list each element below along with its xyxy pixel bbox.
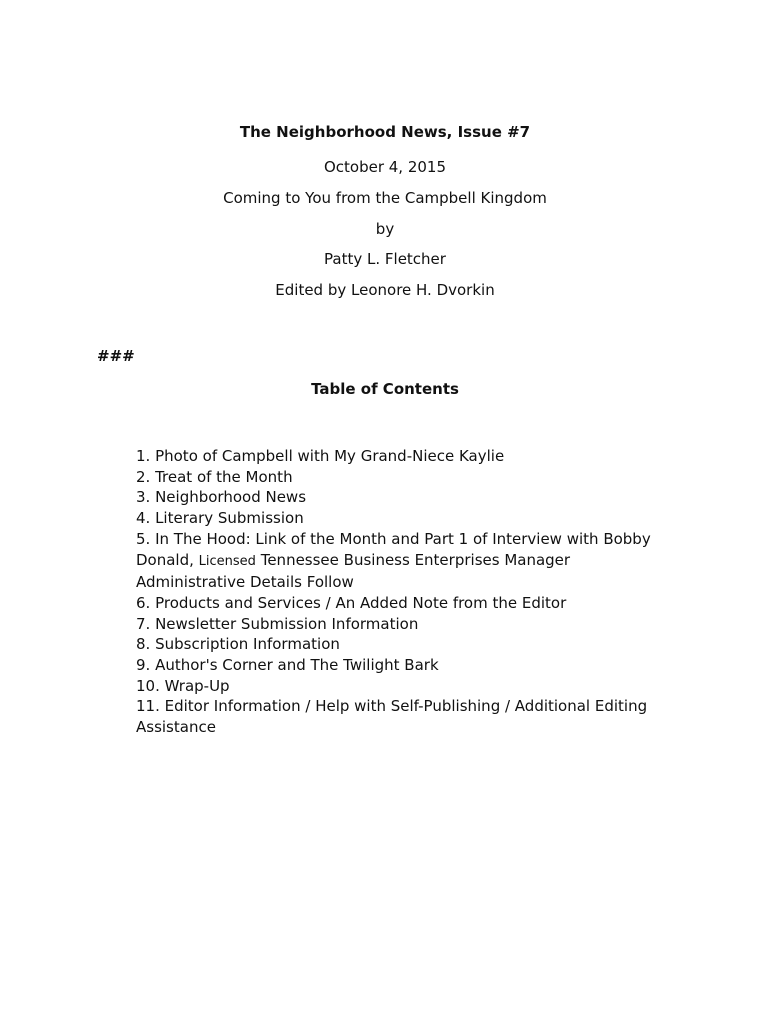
toc-item-part: 5. In The Hood: Link of the Month and Part 1 of Interview with Bobby Donald,: [136, 529, 651, 569]
toc-item-part: Licensed: [198, 553, 256, 569]
author-name: Patty L. Fletcher: [324, 250, 446, 268]
newsletter-subtitle: Coming to You from the Campbell Kingdom: [223, 189, 547, 207]
toc-item: 8. Subscription Information: [136, 635, 340, 654]
toc-item: 9. Author's Corner and The Twilight Bark: [136, 656, 439, 675]
toc-list: [136, 446, 676, 738]
toc-item: [136, 529, 676, 593]
section-separator: ###: [97, 347, 135, 365]
toc-item: 4. Literary Submission: [136, 509, 304, 528]
toc-item: 1. Photo of Campbell with My Grand-Niece Kaylie: [136, 447, 505, 465]
toc-item: 2. Treat of the Month: [136, 467, 293, 486]
issue-date: October 4, 2015: [323, 158, 447, 176]
byline-by: by: [375, 220, 395, 238]
newsletter-title: The Neighborhood News, Issue #7: [239, 123, 531, 141]
toc-item: 10. Wrap-Up: [136, 676, 230, 695]
toc-item: 7. Newsletter Submission Information: [136, 614, 419, 633]
toc-item: 6. Products and Services / An Added Note from the Editor: [136, 593, 567, 612]
toc-item: 3. Neighborhood News: [136, 488, 307, 507]
toc-heading: Table of Contents: [311, 380, 459, 398]
editor-credit: Edited by Leonore H. Dvorkin: [275, 281, 495, 299]
toc-item-part: Tennessee Business Enterprises Manager Administrative Details Follow: [136, 550, 571, 592]
toc-item: 11. Editor Information / Help with Self-Publishing / Additional Editing Assistance: [136, 697, 648, 737]
